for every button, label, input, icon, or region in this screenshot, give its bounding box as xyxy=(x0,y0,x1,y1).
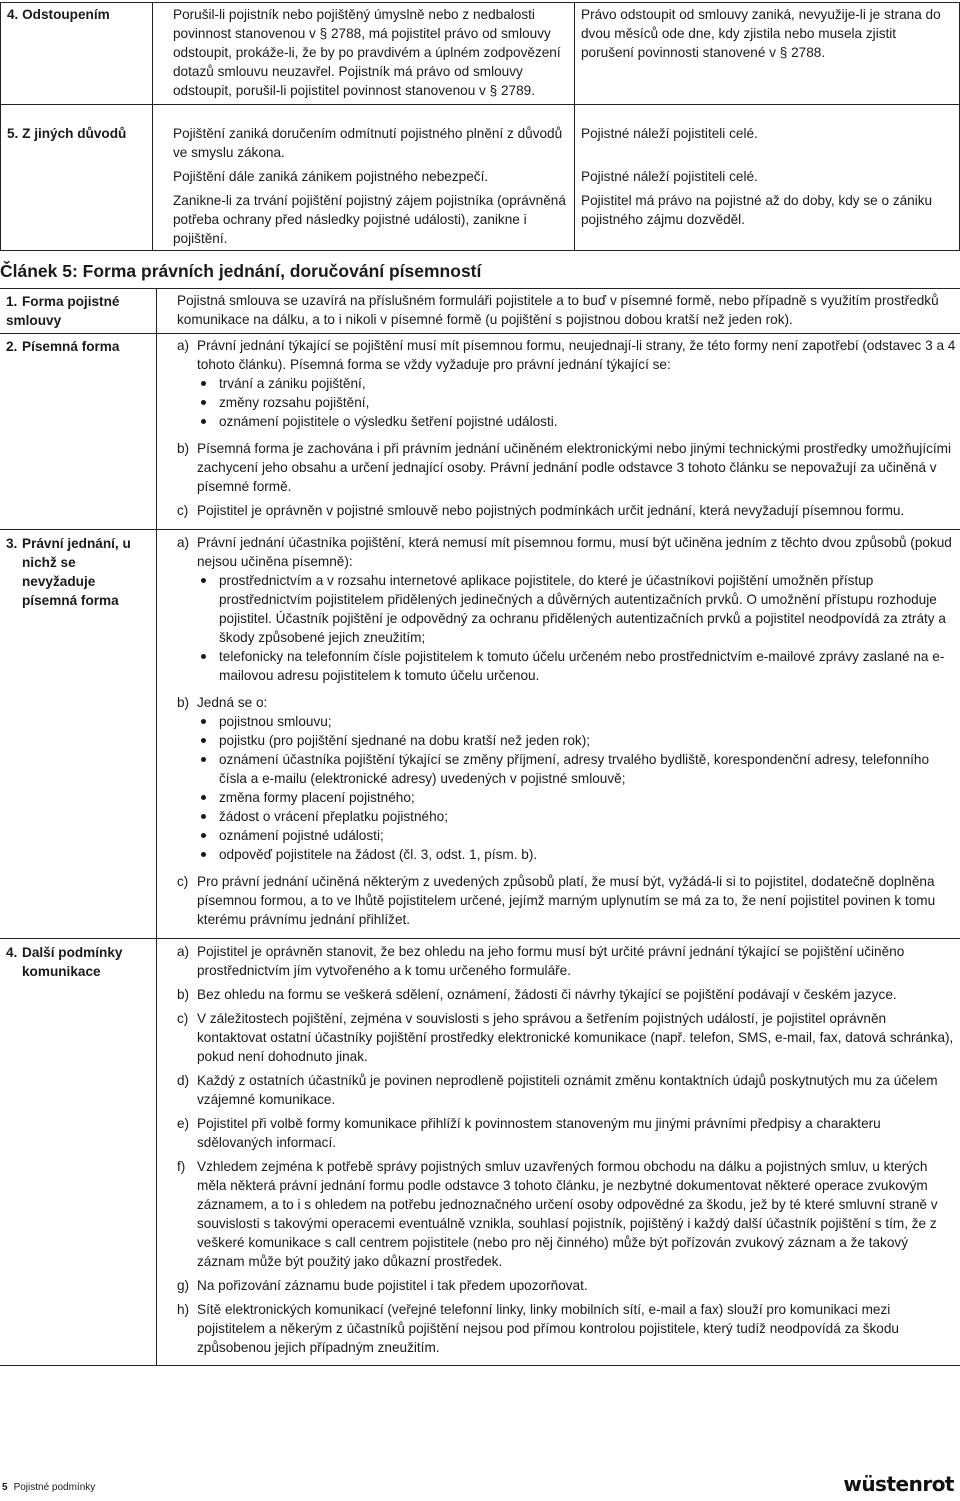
table-row xyxy=(0,289,960,334)
section-label xyxy=(0,289,157,334)
paragraph-letter: e) xyxy=(177,1116,190,1131)
paragraph-letter: a) xyxy=(177,535,190,550)
list-item: změny rozsahu pojištění, xyxy=(197,393,956,412)
paragraph-b xyxy=(177,985,956,1004)
page-footer xyxy=(2,1482,95,1494)
consequence-text: Právo odstoupit od smlouvy zaniká, nevyužije-li je strana do dvou měsíců ode dne, kdy zjistila nebo musela zjistit porušení povinnosti stanovené v § 2788. xyxy=(581,7,941,60)
row-consequence xyxy=(575,105,960,251)
table-row xyxy=(1,105,960,251)
table-row xyxy=(0,530,960,939)
paragraph-text: Na pořizování záznamu bude pojistitel i tak předem upozorňovat. xyxy=(197,1278,588,1293)
list-item: oznámení pojistitele o výsledku šetření pojistné události. xyxy=(197,412,956,431)
consequence-text: Pojistné náleží pojistiteli celé. xyxy=(581,169,758,184)
paragraph-d xyxy=(177,1071,956,1109)
paragraph-e xyxy=(177,1114,956,1152)
paragraph-letter: b) xyxy=(177,695,190,710)
paragraph-f xyxy=(177,1157,956,1271)
row-label: 5. Z jiných důvodů xyxy=(1,105,153,251)
condition-text: Pojištění dále zaniká zánikem pojistného nebezpečí. xyxy=(173,169,489,184)
paragraph-text: Sítě elektronických komunikací (veřejné telefonní linky, linky mobilních sítí, e-mail a fax) slouží pro komunikaci mezi pojistitelem a někerým z účastníků pojištění nejsou pod přímou kontrolou pojistitele, který tudíž neodpovídá za škodu způsobenou jejich případným zneužitím. xyxy=(197,1302,899,1355)
section-label xyxy=(0,939,157,1366)
paragraph-text: Písemná forma je zachována i při právním jednání učiněném elektronickými nebo jinými technickými prostředky umožňujícími zachycení jeho obsahu a určení jednající osoby. Právní jednání podle odstavce 3 tohoto článku se nepovažují za učiněná v písemné formě. xyxy=(197,441,952,494)
list-item: oznámení pojistné události; xyxy=(197,826,956,845)
paragraph-letter: b) xyxy=(177,987,190,1002)
list-item: pojistnou smlouvu; xyxy=(197,712,956,731)
paragraph-a xyxy=(177,533,956,685)
section-number: 3. xyxy=(6,536,18,551)
row-consequence xyxy=(575,3,960,105)
paragraph-text: Vzhledem zejména k potřebě správy pojistných smluv uzavřených formou obchodu na dálku a pojistných smluv, u kterých měla některá právní jednání formu podle odstavce 3 tohoto článku, je nezbytné dokumentovat některé operace zvukovým záznamem, a to i s ohledem na potřebu jednoznačného určení osoby odpovědné za škodu, jež by té které smluvní straně v souvislosti s takovými operacemi eventuálně vznikla, souhlasí pojistník, pojištěný i každý další účastník pojištění s tím, že z veškeré komunikace s call centrem pojistitele (nebo pro něj činného) může být pořízován zvukový záznam a že takový záznam může být použitý jako důkazní prostředek. xyxy=(197,1159,938,1269)
condition-text: Zanikne-li za trvání pojištění pojistný zájem pojistníka (oprávněná potřeba ochrany před následky pojistné události), zanikne i pojištění. xyxy=(173,193,566,246)
paragraph-b xyxy=(177,439,956,496)
list-item: telefonicky na telefonním čísle pojistitelem k tomuto účelu určeném nebo prostřednictvím e-mailové zprávy zaslané na e-mailovou adresu pojistitelem k tomuto účelu určenou. xyxy=(197,647,956,685)
paragraph-letter: a) xyxy=(177,338,190,353)
page-number: 5 xyxy=(2,1482,8,1493)
table-row xyxy=(1,3,960,105)
paragraph-text: Bez ohledu na formu se veškerá sdělení, oznámení, žádosti či návrhy týkající se pojištění podávají v českém jazyce. xyxy=(197,987,897,1002)
paragraph-letter: f) xyxy=(177,1159,186,1174)
section-body xyxy=(157,334,960,530)
section-title: Písemná forma xyxy=(22,339,120,354)
termination-table xyxy=(0,2,960,251)
brand-logo: wüstenrot xyxy=(843,1472,954,1496)
paragraph-g xyxy=(177,1276,956,1295)
paragraph-a xyxy=(177,942,956,980)
document-title: Pojistné podmínky xyxy=(13,1482,96,1493)
section-number: 1. xyxy=(6,294,18,309)
paragraph-c xyxy=(177,1009,956,1066)
bullet-list xyxy=(197,712,956,864)
row-condition xyxy=(153,105,575,251)
section-label xyxy=(0,530,157,939)
list-item: žádost o vrácení přeplatku pojistného; xyxy=(197,807,956,826)
row-condition xyxy=(153,3,575,105)
section-text: Pojistná smlouva se uzavírá na příslušném formuláři pojistitele a to buď v písemné formě, nebo případně s využitím prostředků komunikace na dálku, a to i nikoli v písemné formě (u pojištění s pojistnou dobou kratší než jeden rok). xyxy=(177,293,939,327)
list-item: prostřednictvím a v rozsahu internetové aplikace pojistitele, do které je účastníkovi pojištění umožněn přístup prostřednictvím pojistitelem přidělených jedinečných a důvěrných autentizačních prvků. O umožnění přístupu rozhoduje pojistitel. Účastník pojištění je odpovědný za ochranu přidělených autentizačních prvků a pojistitel neodpovídá za ztráty a škody způsobené jejich zneužitím; xyxy=(197,571,956,647)
paragraph-a xyxy=(177,336,956,431)
section-label xyxy=(0,334,157,530)
section-title: Forma pojistné smlouvy xyxy=(6,294,120,328)
section-body xyxy=(157,939,960,1366)
condition-text: Porušil-li pojistník nebo pojištěný úmyslně nebo z nedbalosti povinnost stanovenou v § 2788, má pojistitel právo od smlouvy odstoupit, prokáže-li, že by po pravdivém a úplném zodpovězení dotazů smlouvu neuzavřel. Pojistník má právo od smlouvy odstoupit, porušil-li pojistitel povinnost stanovenou v § 2789. xyxy=(173,7,561,98)
paragraph-letter: d) xyxy=(177,1073,190,1088)
paragraph-letter: b) xyxy=(177,441,190,456)
paragraph-c xyxy=(177,501,956,520)
section-number: 2. xyxy=(6,339,18,354)
paragraph-letter: h) xyxy=(177,1302,190,1317)
paragraph-b xyxy=(177,693,956,864)
paragraph-text: Pro právní jednání učiněná některým z uvedených způsobů platí, že musí být, vyžádá-li si to pojistitel, dodatečně doplněna písemnou formou, a to ve lhůtě pojistitelem určené, jejímž marným uplynutím se má za to, že není pojistitel povinen k tomu kterému právnímu jednání přihlížet. xyxy=(197,874,936,927)
row-label: 4. Odstoupením xyxy=(1,3,153,105)
bullet-list xyxy=(197,374,956,431)
paragraph-letter: c) xyxy=(177,874,189,889)
paragraph-text: V záležitostech pojištění, zejména v souvislosti s jeho správou a šetřením pojistných událostí, je pojistitel oprávněn kontaktovat ostatní účastníky pojištění prostředky elektronické komunikace (např. telefon, SMS, e-mail, fax, datová schránka), pokud není dohodnuto jinak. xyxy=(197,1011,954,1064)
paragraph-letter: c) xyxy=(177,1011,189,1026)
article-table xyxy=(0,288,960,1366)
paragraph-text: Právní jednání účastníka pojištění, která nemusí mít písemnou formu, musí být učiněna jedním z těchto dvou způsobů (pokud nejsou učiněna písemně): xyxy=(197,535,952,569)
article-heading: Článek 5: Forma právních jednání, doručování písemností xyxy=(0,261,482,281)
section-number: 4. xyxy=(6,945,18,960)
bullet-list xyxy=(197,571,956,685)
table-row xyxy=(0,334,960,530)
table-row xyxy=(0,939,960,1366)
consequence-text: Pojistitel má právo na pojistné až do doby, kdy se o zániku pojistného zájmu dozvěděl. xyxy=(581,193,933,227)
list-item: odpověď pojistitele na žádost (čl. 3, odst. 1, písm. b). xyxy=(197,845,956,864)
paragraph-letter: a) xyxy=(177,944,190,959)
paragraph-c xyxy=(177,872,956,929)
paragraph-h xyxy=(177,1300,956,1357)
paragraph-text: Právní jednání týkající se pojištění musí mít písemnou formu, neujednají-li strany, že této formy není zapotřebí (odstavec 3 a 4 tohoto článku). Písemná forma se vždy vyžaduje pro právní jednání týkající se: xyxy=(197,338,956,372)
section-body xyxy=(157,530,960,939)
section-title: Právní jednání, u nichž se nevyžaduje písemná forma xyxy=(22,536,131,608)
condition-text: Pojištění zaniká doručením odmítnutí pojistného plnění z důvodů ve smyslu zákona. xyxy=(173,126,563,160)
list-item: oznámení účastníka pojištění týkající se změny příjmení, adresy trvalého bydliště, korespondenční adresy, telefonního čísla a e-mailu (elektronické adresy) uvedených v pojistné smlouvě; xyxy=(197,750,956,788)
paragraph-text: Jedná se o: xyxy=(197,695,268,710)
list-item: pojistku (pro pojištění sjednané na dobu kratší než jeden rok); xyxy=(197,731,956,750)
paragraph-letter: c) xyxy=(177,503,189,518)
list-item: změna formy placení pojistného; xyxy=(197,788,956,807)
paragraph-text: Pojistitel je oprávněn stanovit, že bez ohledu na jeho formu musí být určité právní jednání týkající se pojištění učiněno prostřednictvím jím vytvořeného a k tomu určeného formuláře. xyxy=(197,944,905,978)
list-item: trvání a zániku pojištění, xyxy=(197,374,956,393)
section-title: Další podmínky komunikace xyxy=(22,945,123,979)
paragraph-letter: g) xyxy=(177,1278,190,1293)
section-body xyxy=(157,289,960,334)
paragraph-text: Pojistitel je oprávněn v pojistné smlouvě nebo pojistných podmínkách určit jednání, která nevyžadují písemnou formu. xyxy=(197,503,905,518)
consequence-text: Pojistné náleží pojistiteli celé. xyxy=(581,126,758,141)
paragraph-text: Pojistitel při volbě formy komunikace přihlíží k povinnostem stanoveným mu jinými právními předpisy a charakteru sdělovaných informací. xyxy=(197,1116,881,1150)
paragraph-text: Každý z ostatních účastníků je povinen neprodleně pojistiteli oznámit změnu kontaktních údajů poskytnutých mu za účelem vzájemné komunikace. xyxy=(197,1073,938,1107)
